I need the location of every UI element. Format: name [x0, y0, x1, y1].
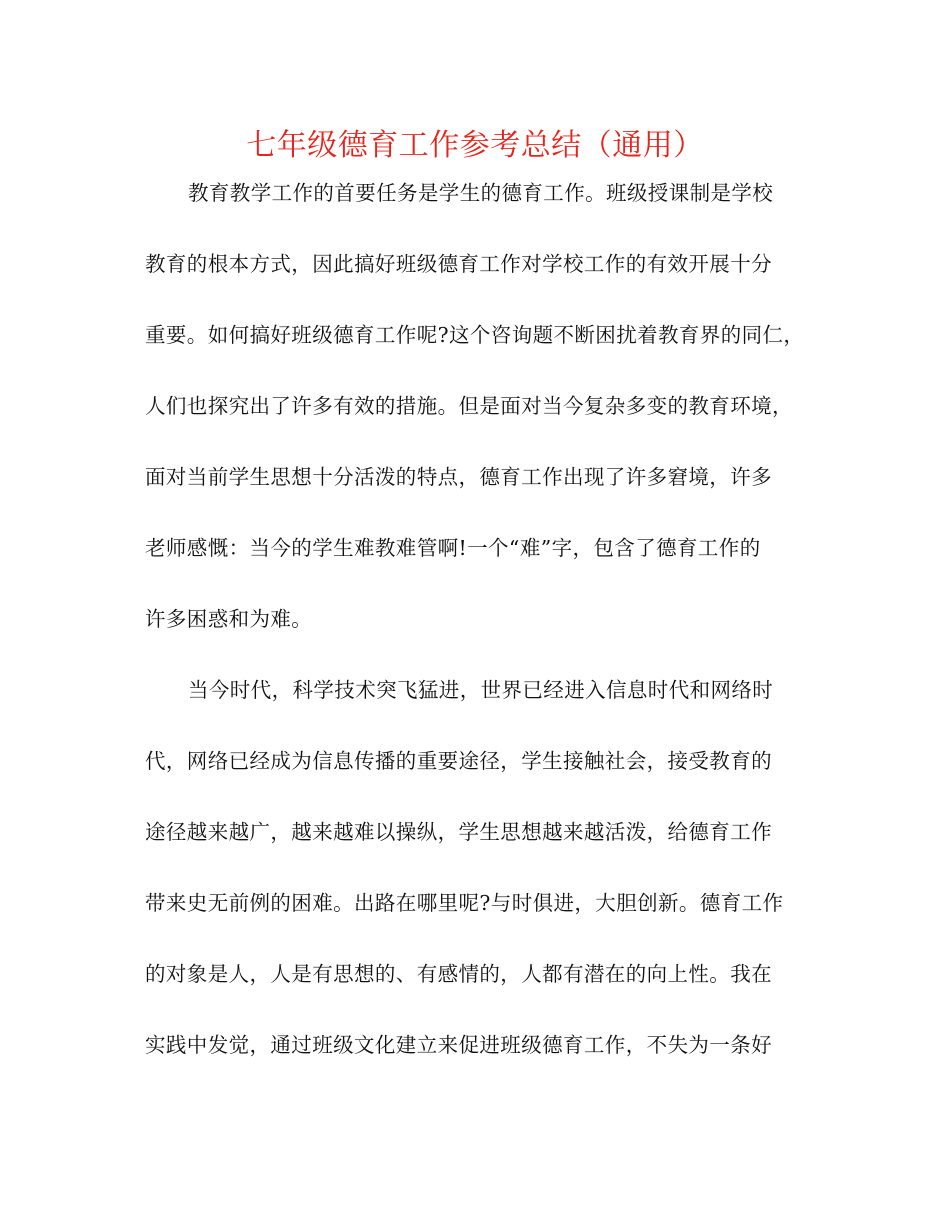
paragraph-2-line-6: 实践中发觉，通过班级文化建立来促进班级德育工作，不失为一条好	[145, 1033, 772, 1057]
paragraph-1-line-5: 面对当前学生思想十分活泼的特点，德育工作出现了许多窘境，许多	[145, 465, 772, 489]
paragraph-1-line-7: 许多困惑和为难。	[145, 607, 313, 631]
paragraph-1-line-4: 人们也探究出了许多有效的措施。但是面对当今复杂多变的教育环境，	[145, 394, 793, 418]
paragraph-2-line-4: 带来史无前例的困难。出路在哪里呢?与时俱进，大胆创新。德育工作	[145, 891, 784, 915]
paragraph-1-line-3: 重要。如何搞好班级德育工作呢?这个咨询题不断困扰着教育界的同仁，	[145, 323, 805, 347]
paragraph-2-line-3: 途径越来越广，越来越难以操纵，学生思想越来越活泼，给德育工作	[145, 820, 772, 844]
paragraph-2-line-1: 当今时代，科学技术突飞猛进，世界已经进入信息时代和网络时	[188, 678, 774, 702]
paragraph-1-line-6: 老师感慨：当今的学生难教难管啊!一个“难”字，包含了德育工作的	[145, 536, 761, 560]
paragraph-1-line-2: 教育的根本方式，因此搞好班级德育工作对学校工作的有效开展十分	[145, 252, 772, 276]
paragraph-2-line-5: 的对象是人，人是有思想的、有感情的，人都有潜在的向上性。我在	[145, 962, 772, 986]
paragraph-1-line-1: 教育教学工作的首要任务是学生的德育工作。班级授课制是学校	[188, 181, 774, 205]
document-title: 七年级德育工作参考总结（通用）	[246, 128, 704, 163]
paragraph-2-line-2: 代，网络已经成为信息传播的重要途径，学生接触社会，接受教育的	[145, 749, 772, 773]
